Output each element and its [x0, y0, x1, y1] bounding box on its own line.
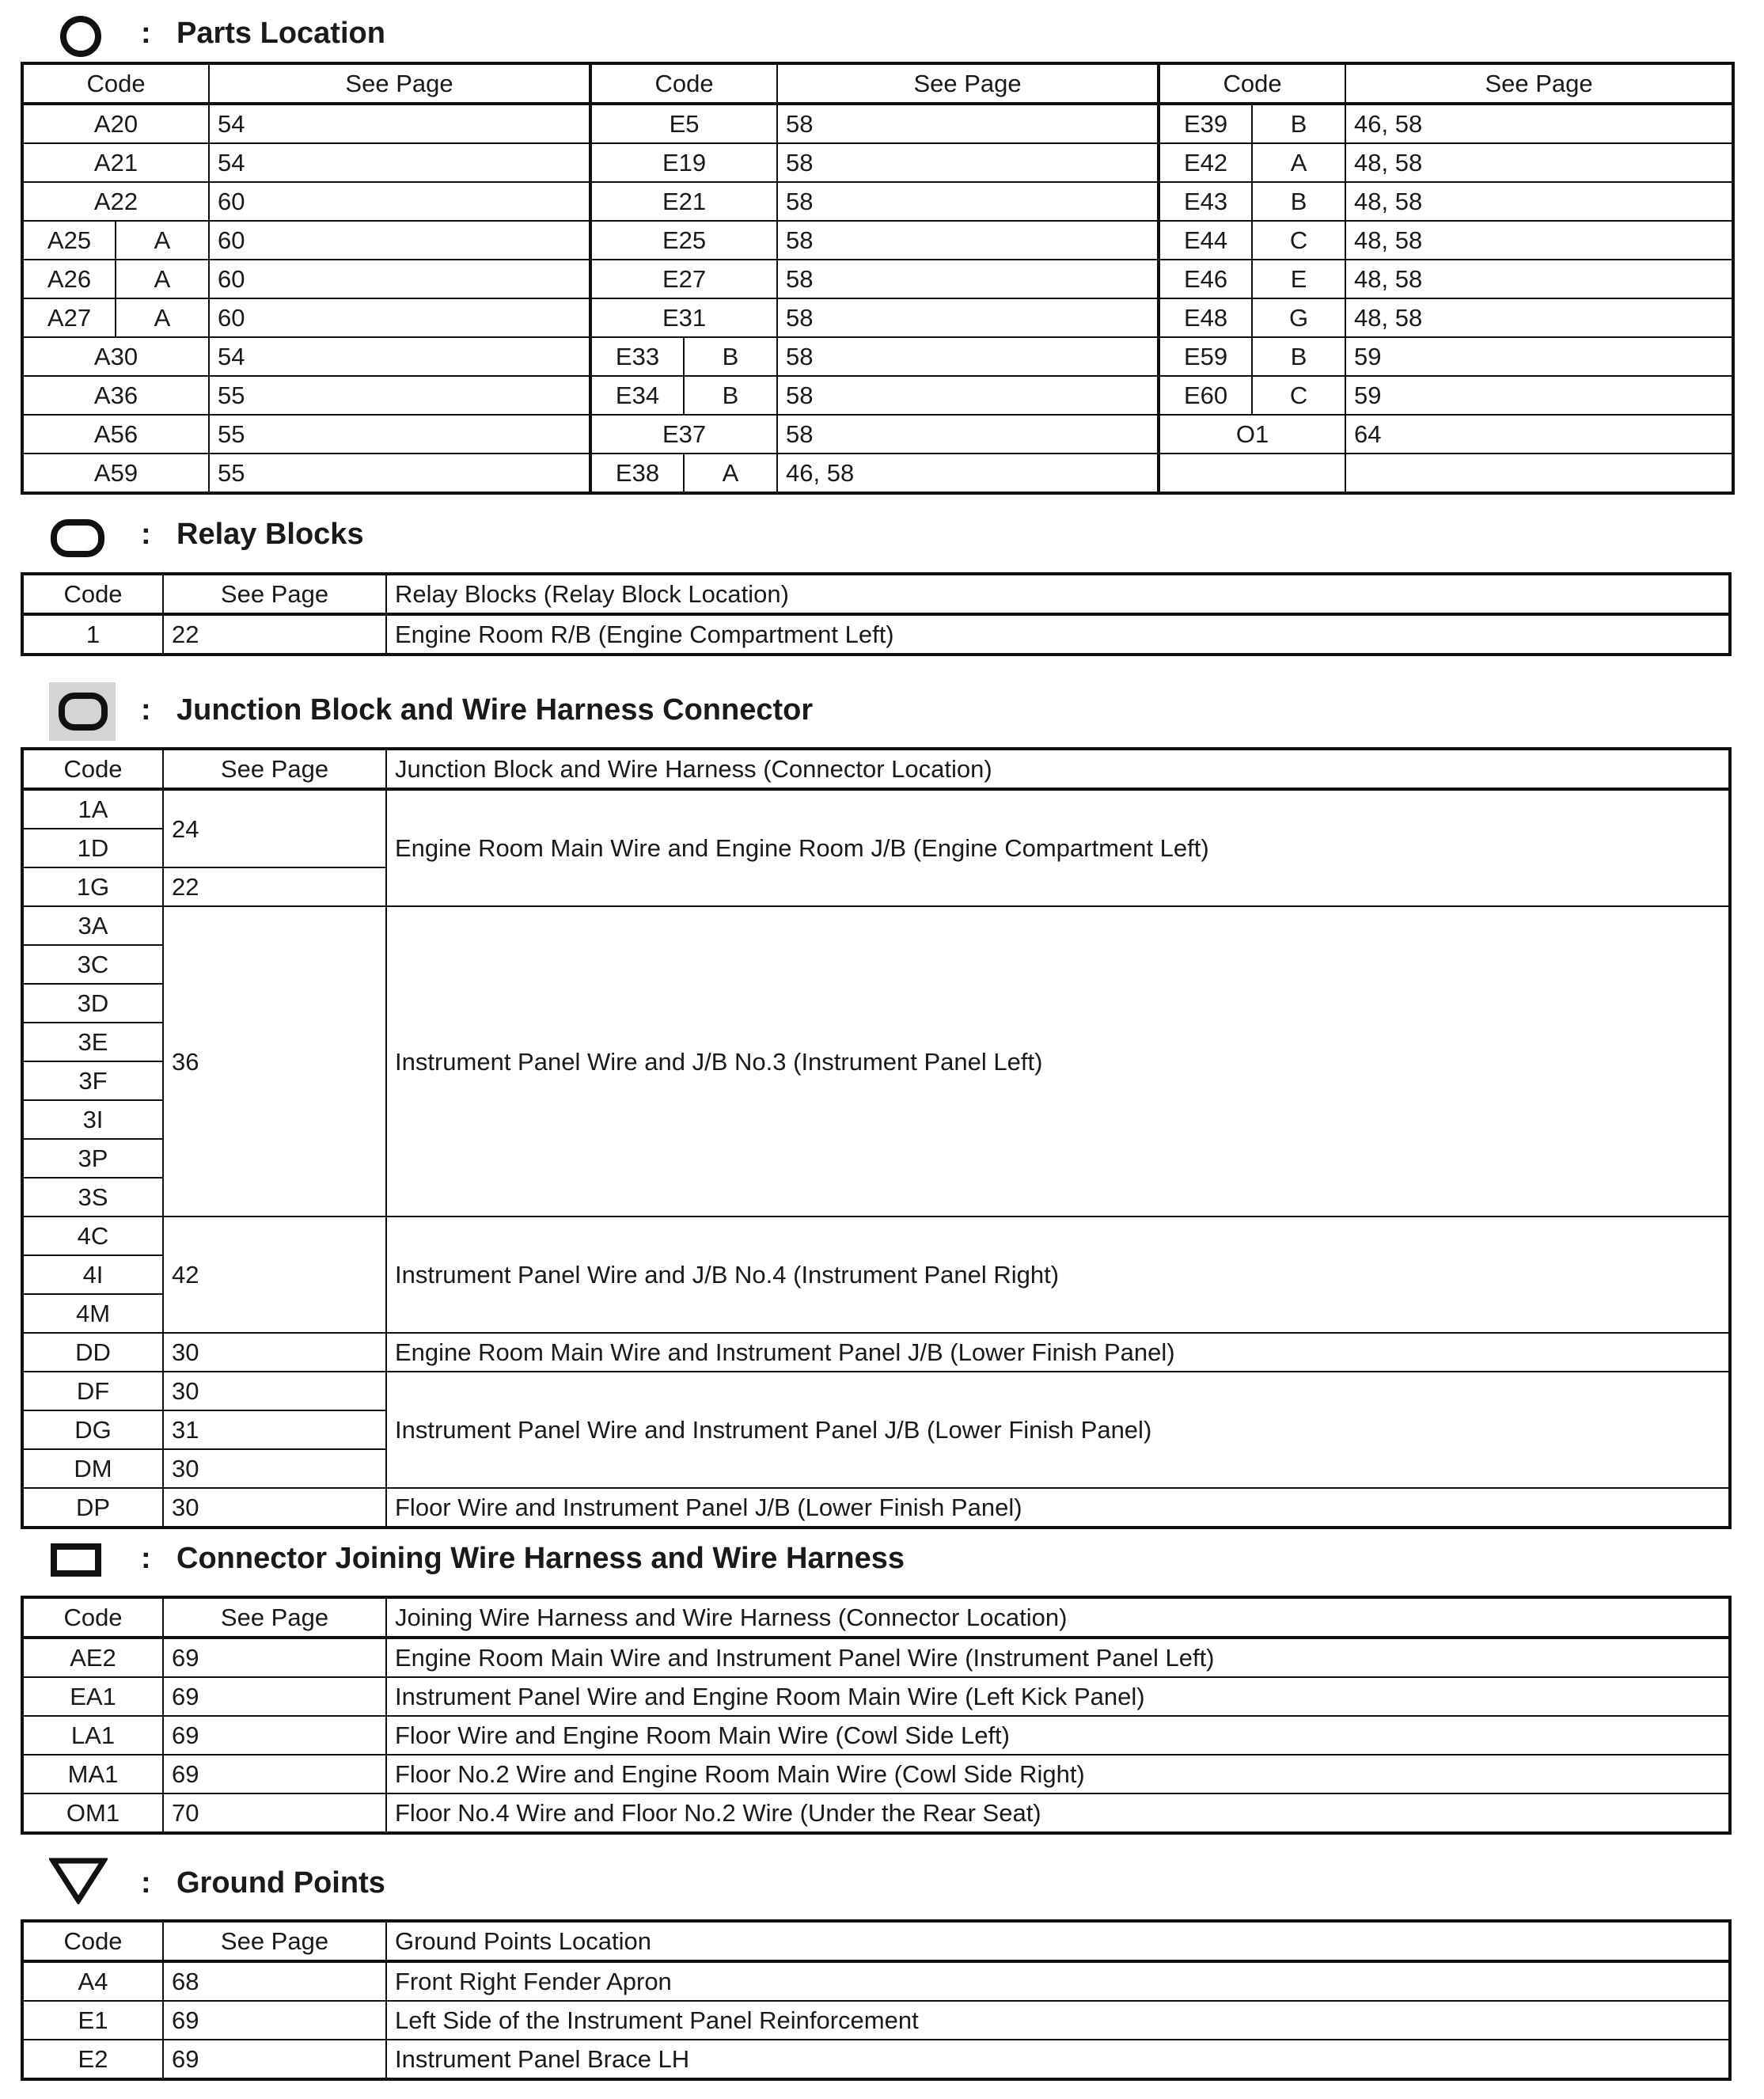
- table-row: [22, 1638, 1730, 1677]
- header-code: Code: [22, 1921, 163, 1961]
- header-see-page: See Page: [163, 1597, 386, 1638]
- table-header-row: [22, 749, 1730, 789]
- part-code-cell: E48: [1159, 298, 1252, 337]
- part-code-cell: E19: [590, 143, 777, 182]
- relay-blocks-table: [21, 572, 1732, 656]
- header-see-page: See Page: [163, 749, 386, 789]
- header-location: Ground Points Location: [386, 1921, 1730, 1961]
- part-variant-cell: A: [1252, 143, 1345, 182]
- location-cell: Instrument Panel Wire and Engine Room Main Wire (Left Kick Panel): [386, 1677, 1730, 1716]
- part-variant-cell: A: [116, 298, 209, 337]
- header-code: Code: [22, 749, 163, 789]
- code-cell: MA1: [22, 1755, 163, 1793]
- part-page-cell: 54: [209, 104, 590, 143]
- code-cell: 3P: [22, 1139, 163, 1178]
- part-page-cell: 58: [777, 298, 1159, 337]
- part-variant-cell: B: [684, 376, 777, 415]
- location-cell: Engine Room Main Wire and Instrument Panel J/B (Lower Finish Panel): [386, 1333, 1730, 1372]
- table-row: [22, 182, 1733, 221]
- table-row: [22, 789, 1730, 829]
- part-page-cell: 55: [209, 415, 590, 454]
- code-cell: 3E: [22, 1023, 163, 1061]
- table-row: [22, 2040, 1730, 2079]
- part-page-cell: 60: [209, 221, 590, 260]
- see-page-cell: 69: [163, 1755, 386, 1793]
- part-variant-cell: C: [1252, 376, 1345, 415]
- part-page-cell: 58: [777, 143, 1159, 182]
- connector-joining-heading: : Connector Joining Wire Harness and Wire Harness: [0, 1528, 1029, 1591]
- see-page-cell: 30: [163, 1488, 386, 1528]
- part-code-cell: E60: [1159, 376, 1252, 415]
- see-page-cell: 30: [163, 1333, 386, 1372]
- header-location: Junction Block and Wire Harness (Connector Location): [386, 749, 1730, 789]
- see-page-cell: 69: [163, 2001, 386, 2040]
- part-code-cell: A30: [22, 337, 209, 376]
- part-page-cell: 55: [209, 376, 590, 415]
- see-page-cell: 69: [163, 2040, 386, 2079]
- header-see-page: See Page: [1345, 63, 1733, 104]
- relay-blocks-title: Relay Blocks: [176, 518, 364, 551]
- relay-blocks-heading: : Relay Blocks: [0, 503, 1029, 567]
- see-page-cell: 36: [163, 906, 386, 1217]
- code-cell: 3F: [22, 1061, 163, 1100]
- table-header-row: [22, 574, 1730, 614]
- part-variant-cell: G: [1252, 298, 1345, 337]
- part-code-cell: E39: [1159, 104, 1252, 143]
- see-page-cell: 42: [163, 1217, 386, 1333]
- see-page-cell: 30: [163, 1449, 386, 1488]
- location-cell: Engine Room Main Wire and Engine Room J/B (Engine Compartment Left): [386, 789, 1730, 906]
- header-code: Code: [1159, 63, 1345, 104]
- code-cell: E1: [22, 2001, 163, 2040]
- part-code-cell: A59: [22, 454, 209, 493]
- part-code-cell: E27: [590, 260, 777, 298]
- location-cell: Engine Room R/B (Engine Compartment Left): [386, 614, 1730, 655]
- code-cell: DM: [22, 1449, 163, 1488]
- location-cell: Engine Room Main Wire and Instrument Panel Wire (Instrument Panel Left): [386, 1638, 1730, 1677]
- part-variant-cell: A: [116, 221, 209, 260]
- code-cell: 1A: [22, 789, 163, 829]
- ground-points-table: [21, 1919, 1732, 2081]
- circle-icon: [60, 16, 101, 57]
- ground-points-title: Ground Points: [176, 1866, 385, 1900]
- part-page-cell: 60: [209, 260, 590, 298]
- part-code-cell: E42: [1159, 143, 1252, 182]
- part-variant-cell: B: [684, 337, 777, 376]
- part-page-cell: 58: [777, 376, 1159, 415]
- part-variant-cell: C: [1252, 221, 1345, 260]
- table-row: [22, 415, 1733, 454]
- table-row: [22, 1793, 1730, 1833]
- location-cell: Floor Wire and Instrument Panel J/B (Lower Finish Panel): [386, 1488, 1730, 1528]
- location-cell: Floor No.4 Wire and Floor No.2 Wire (Under the Rear Seat): [386, 1793, 1730, 1833]
- parts-location-body: [22, 63, 1733, 493]
- parts-location-table: [21, 62, 1735, 495]
- location-cell: Instrument Panel Wire and J/B No.3 (Instrument Panel Left): [386, 906, 1730, 1217]
- part-code-cell: A20: [22, 104, 209, 143]
- parts-location-title: Parts Location: [176, 17, 385, 50]
- part-code-cell: E59: [1159, 337, 1252, 376]
- part-code-cell: A27: [22, 298, 116, 337]
- part-code-cell: [1159, 454, 1345, 493]
- rectangle-icon: [51, 1543, 101, 1577]
- part-page-cell: [1345, 454, 1733, 493]
- part-variant-cell: A: [684, 454, 777, 493]
- header-code: Code: [22, 574, 163, 614]
- part-page-cell: 48, 58: [1345, 260, 1733, 298]
- connector-joining-table: [21, 1596, 1732, 1835]
- see-page-cell: 69: [163, 1677, 386, 1716]
- part-page-cell: 48, 58: [1345, 143, 1733, 182]
- part-variant-cell: B: [1252, 337, 1345, 376]
- part-page-cell: 58: [777, 104, 1159, 143]
- code-cell: 4I: [22, 1255, 163, 1294]
- part-page-cell: 64: [1345, 415, 1733, 454]
- table-row: [22, 1677, 1730, 1716]
- part-page-cell: 58: [777, 415, 1159, 454]
- part-code-cell: E38: [590, 454, 684, 493]
- part-code-cell: E33: [590, 337, 684, 376]
- part-variant-cell: A: [116, 260, 209, 298]
- part-code-cell: A26: [22, 260, 116, 298]
- code-cell: 1D: [22, 829, 163, 867]
- part-code-cell: A36: [22, 376, 209, 415]
- part-page-cell: 58: [777, 260, 1159, 298]
- table-row: [22, 1488, 1730, 1528]
- code-cell: E2: [22, 2040, 163, 2079]
- junction-block-body: [22, 749, 1730, 1528]
- location-cell: Instrument Panel Wire and Instrument Panel J/B (Lower Finish Panel): [386, 1372, 1730, 1488]
- table-row: [22, 906, 1730, 945]
- code-cell: 1G: [22, 867, 163, 906]
- table-header-row: [22, 63, 1733, 104]
- relay-blocks-body: [22, 574, 1730, 655]
- header-code: Code: [22, 63, 209, 104]
- location-cell: Floor Wire and Engine Room Main Wire (Cowl Side Left): [386, 1716, 1730, 1755]
- part-page-cell: 58: [777, 221, 1159, 260]
- code-cell: DP: [22, 1488, 163, 1528]
- header-see-page: See Page: [777, 63, 1159, 104]
- connector-joining-body: [22, 1597, 1730, 1833]
- part-code-cell: A25: [22, 221, 116, 260]
- location-cell: Floor No.2 Wire and Engine Room Main Wire (Cowl Side Right): [386, 1755, 1730, 1793]
- part-page-cell: 54: [209, 143, 590, 182]
- code-cell: 4C: [22, 1217, 163, 1255]
- table-row: [22, 260, 1733, 298]
- header-location: Joining Wire Harness and Wire Harness (Connector Location): [386, 1597, 1730, 1638]
- code-cell: 3D: [22, 984, 163, 1023]
- see-page-cell: 69: [163, 1638, 386, 1677]
- table-row: [22, 1372, 1730, 1410]
- part-variant-cell: B: [1252, 182, 1345, 221]
- table-row: [22, 298, 1733, 337]
- code-cell: A4: [22, 1961, 163, 2001]
- code-cell: OM1: [22, 1793, 163, 1833]
- ground-points-heading: : Ground Points: [0, 1850, 1029, 1914]
- part-variant-cell: B: [1252, 104, 1345, 143]
- location-cell: Left Side of the Instrument Panel Reinforcement: [386, 2001, 1730, 2040]
- table-row: [22, 1755, 1730, 1793]
- part-page-cell: 55: [209, 454, 590, 493]
- table-row: [22, 454, 1733, 493]
- code-cell: DG: [22, 1410, 163, 1449]
- code-cell: 3I: [22, 1100, 163, 1139]
- table-row: [22, 104, 1733, 143]
- see-page-cell: 30: [163, 1372, 386, 1410]
- part-code-cell: O1: [1159, 415, 1345, 454]
- location-cell: Instrument Panel Wire and J/B No.4 (Instrument Panel Right): [386, 1217, 1730, 1333]
- see-page-cell: 70: [163, 1793, 386, 1833]
- part-code-cell: E21: [590, 182, 777, 221]
- table-row: [22, 337, 1733, 376]
- triangle-down-icon: [49, 1857, 108, 1904]
- table-row: [22, 376, 1733, 415]
- code-cell: AE2: [22, 1638, 163, 1677]
- see-page-cell: 24: [163, 789, 386, 867]
- part-code-cell: A21: [22, 143, 209, 182]
- table-row: [22, 1961, 1730, 2001]
- part-code-cell: E43: [1159, 182, 1252, 221]
- shaded-rounded-rect-icon: [59, 693, 108, 731]
- header-see-page: See Page: [163, 1921, 386, 1961]
- part-page-cell: 60: [209, 298, 590, 337]
- junction-block-heading: : Junction Block and Wire Harness Connector: [0, 679, 1029, 742]
- connector-joining-title: Connector Joining Wire Harness and Wire Harness: [176, 1542, 905, 1575]
- header-code: Code: [22, 1597, 163, 1638]
- part-page-cell: 48, 58: [1345, 221, 1733, 260]
- code-cell: DF: [22, 1372, 163, 1410]
- header-see-page: See Page: [209, 63, 590, 104]
- junction-block-table: [21, 747, 1732, 1529]
- rounded-rect-icon: [51, 519, 104, 557]
- code-cell: 3C: [22, 945, 163, 984]
- table-header-row: [22, 1921, 1730, 1961]
- table-row: [22, 2001, 1730, 2040]
- part-page-cell: 58: [777, 337, 1159, 376]
- part-page-cell: 59: [1345, 376, 1733, 415]
- part-page-cell: 59: [1345, 337, 1733, 376]
- code-cell: EA1: [22, 1677, 163, 1716]
- table-row: [22, 614, 1730, 655]
- see-page-cell: 22: [163, 614, 386, 655]
- see-page-cell: 22: [163, 867, 386, 906]
- location-cell: Instrument Panel Brace LH: [386, 2040, 1730, 2079]
- header-see-page: See Page: [163, 574, 386, 614]
- part-code-cell: E46: [1159, 260, 1252, 298]
- junction-block-title: Junction Block and Wire Harness Connector: [176, 693, 814, 727]
- part-page-cell: 58: [777, 182, 1159, 221]
- header-location: Relay Blocks (Relay Block Location): [386, 574, 1730, 614]
- header-code: Code: [590, 63, 777, 104]
- part-code-cell: E34: [590, 376, 684, 415]
- part-code-cell: A22: [22, 182, 209, 221]
- parts-location-heading: : Parts Location: [0, 2, 1029, 65]
- part-code-cell: E25: [590, 221, 777, 260]
- table-row: [22, 143, 1733, 182]
- part-page-cell: 46, 58: [777, 454, 1159, 493]
- part-code-cell: A56: [22, 415, 209, 454]
- table-row: [22, 1333, 1730, 1372]
- location-cell: Front Right Fender Apron: [386, 1961, 1730, 2001]
- code-cell: LA1: [22, 1716, 163, 1755]
- part-page-cell: 48, 58: [1345, 298, 1733, 337]
- table-row: [22, 1217, 1730, 1255]
- part-variant-cell: E: [1252, 260, 1345, 298]
- see-page-cell: 69: [163, 1716, 386, 1755]
- part-code-cell: E44: [1159, 221, 1252, 260]
- table-row: [22, 1716, 1730, 1755]
- part-code-cell: E5: [590, 104, 777, 143]
- part-code-cell: E31: [590, 298, 777, 337]
- part-page-cell: 60: [209, 182, 590, 221]
- part-code-cell: E37: [590, 415, 777, 454]
- code-cell: 3A: [22, 906, 163, 945]
- table-row: [22, 221, 1733, 260]
- code-cell: 4M: [22, 1294, 163, 1333]
- part-page-cell: 46, 58: [1345, 104, 1733, 143]
- ground-points-body: [22, 1921, 1730, 2079]
- see-page-cell: 31: [163, 1410, 386, 1449]
- part-page-cell: 54: [209, 337, 590, 376]
- see-page-cell: 68: [163, 1961, 386, 2001]
- code-cell: DD: [22, 1333, 163, 1372]
- part-page-cell: 48, 58: [1345, 182, 1733, 221]
- table-header-row: [22, 1597, 1730, 1638]
- code-cell: 1: [22, 614, 163, 655]
- code-cell: 3S: [22, 1178, 163, 1217]
